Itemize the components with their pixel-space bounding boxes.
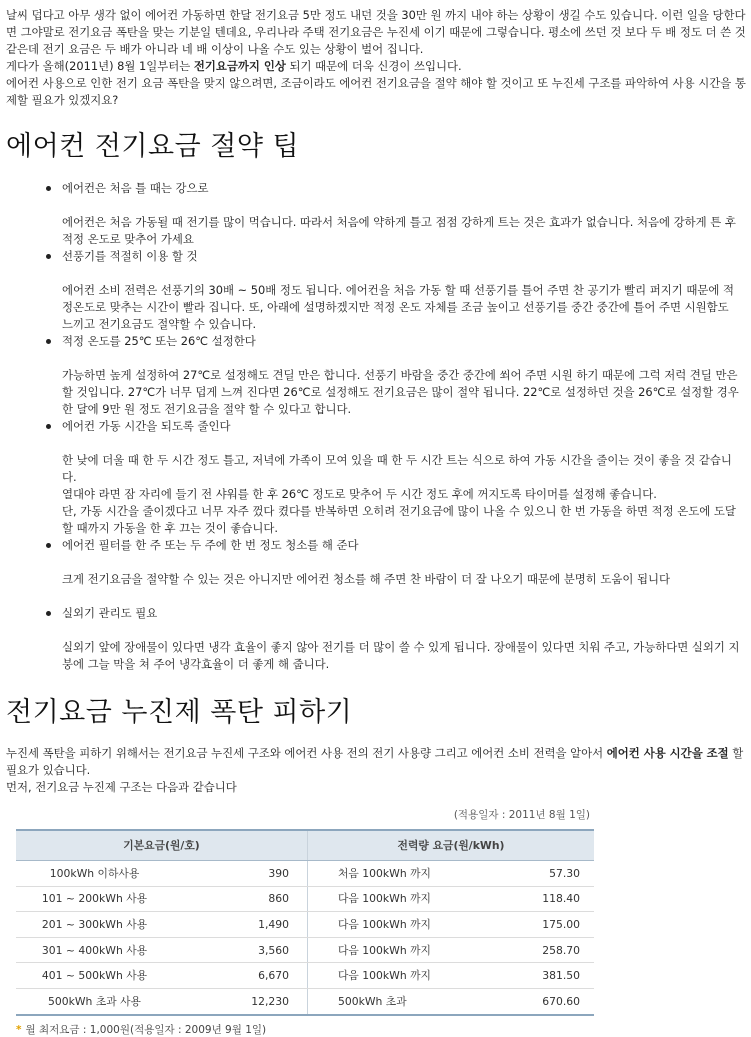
intro-text-span: 되기 때문에 더욱 신경이 쓰입니다. [285,59,462,73]
intro-paragraph-3: 에어컨 사용으로 인한 전기 요금 폭탄을 맞지 않으려면, 조금이라도 에어컨 전기요금을 절약 해야 할 것이고 또 누진세 구조를 파악하여 사용 시간을 통제할 필요가 있겠지요? [6,76,746,107]
base-charge-cell: 860 [173,886,308,912]
base-charge-cell: 3,560 [173,937,308,963]
tip-body-extra: 열대야 라면 잠 자리에 들기 전 샤워를 한 후 26℃ 정도로 맞추어 두 시간 정도 후에 꺼지도록 타이머를 설정해 좋습니다. [62,487,657,501]
avoid-bomb-heading: 전기요금 누진제 폭탄 피하기 [6,697,353,728]
tip-body: 크게 전기요금을 절약할 수 있는 것은 아니지만 에어컨 청소를 해 주면 찬 바람이 더 잘 나오기 때문에 분명히 도움이 됩니다 [62,572,670,586]
intro-text [6,7,746,109]
tip-item [0,605,740,673]
table-row [16,886,594,912]
intro-bold-price-increase: 전기요금까지 인상 [193,59,286,73]
usage-range-cell: 500kWh 초과 사용 [16,988,173,1014]
header-energy-charge: 전력량 요금(원/kWh) [308,830,595,861]
table-row [16,912,594,938]
bullet-icon [46,611,51,616]
tip-title: 적정 온도를 25℃ 또는 26℃ 설정한다 [62,334,256,348]
tip-title: 에어컨 필터를 한 주 또는 두 주에 한 번 정도 청소를 해 준다 [62,538,359,552]
base-charge-cell: 390 [173,861,308,887]
footnote-text: 월 최저요금 : 1,000원(적용일자 : 2009년 9월 1일) [25,1023,267,1036]
base-charge-cell: 1,490 [173,912,308,938]
bullet-icon [46,424,51,429]
applied-date: (적용일자 : 2011년 8월 1일) [453,809,590,821]
section2-text-span: 누진세 폭탄을 피하기 위해서는 전기요금 누진세 구조와 에어컨 사용 전의 전기 사용량 그리고 에어컨 소비 전력을 알아서 [6,746,607,760]
table-row [16,963,594,989]
tip-body: 한 낮에 더울 때 한 두 시간 정도 틀고, 저녁에 가족이 모여 있을 때 한 두 시간 트는 식으로 하여 가동 시간을 줄이는 것이 좋을 것 같습니다. [62,453,732,484]
table-header-row [16,830,594,861]
rate-cell: 381.50 [479,963,594,989]
section2-bold-adjust-time: 에어컨 사용 시간을 조절 [606,746,729,760]
star-icon: * [16,1023,22,1036]
rate-cell: 175.00 [479,912,594,938]
tier-cell: 다음 100kWh 까지 [308,937,480,963]
tier-cell: 다음 100kWh 까지 [308,963,480,989]
usage-range-cell: 101 ~ 200kWh 사용 [16,886,173,912]
tips-list [0,180,740,673]
table-row [16,861,594,887]
table-row [16,988,594,1014]
tip-body: 가능하면 높게 설정하여 27℃로 설정해도 견딜 만은 합니다. 선풍기 바람을 중간 중간에 쐬어 주면 시원 하기 때문에 그럭 저럭 견딜 만은 할 것입니다. 27℃가 너무 덥게 느껴 진다면 26℃로 설정해도 전기요금은 많이 절약 됩니다. 22℃로 설정하던 것을 26℃로 설정할 경우 한 달에 9만 원 정도 전기요금을 절약 할 수 있다고 합니다. [62,368,739,416]
tip-title: 에어컨은 처음 틀 때는 강으로 [62,181,209,195]
table-row [16,937,594,963]
tip-item [0,418,740,537]
base-charge-cell: 6,670 [173,963,308,989]
section2-paragraph-1 [6,745,746,779]
minimum-charge-footnote [16,1022,594,1037]
progressive-rate-text [6,745,746,796]
intro-paragraph-1: 날씨 덥다고 아무 생각 없이 에어컨 가동하면 한달 전기요금 5만 정도 내던 것을 30만 원 까지 내야 하는 상황이 생길 수도 있습니다. 이런 일을 당한다면 그야말로 전기요금 폭탄을 맞는 기분일 텐데요, 우리나라 주택 전기요금은 누진세 이기 때문에 그렇습니다. 평소에 쓰던 것 보다 두 배 정도 더 쓴 것 같은데 전기 요금은 두 배가 아니라 네 배 이상이 나올 수도 있는 상황이 벌어 집니다. [6,8,746,56]
tip-title: 선풍기를 적절히 이용 할 것 [62,249,198,263]
base-charge-cell: 12,230 [173,988,308,1014]
usage-range-cell: 100kWh 이하사용 [16,861,173,887]
header-base-charge: 기본요금(원/호) [16,830,308,861]
electricity-rate-table [16,829,594,1016]
rate-cell: 118.40 [479,886,594,912]
tip-item [0,333,740,418]
bullet-icon [46,254,51,259]
rate-cell: 258.70 [479,937,594,963]
rate-cell: 57.30 [479,861,594,887]
section2-paragraph-2: 먼저, 전기요금 누진제 구조는 다음과 같습니다 [6,780,237,794]
intro-text-span: 게다가 올해(2011년) 8월 1일부터는 [6,59,194,73]
intro-paragraph-2 [6,58,746,75]
usage-range-cell: 201 ~ 300kWh 사용 [16,912,173,938]
tier-cell: 다음 100kWh 까지 [308,886,480,912]
tip-body: 에어컨 소비 전력은 선풍기의 30배 ~ 50배 정도 됩니다. 에어컨을 처음 가동 할 때 선풍기를 틀어 주면 찬 공기가 빨리 퍼지기 때문에 적정온도로 맞추는 시간이 빨라 집니다. 또, 아래에 설명하겠지만 적정 온도 자체를 조금 높이고 선풍기를 중간 중간에 틀어 주면 시원함도 느끼고 전기요금도 절약할 수 있습니다. [62,283,734,331]
rate-table-image [16,807,594,1037]
tier-cell: 다음 100kWh 까지 [308,912,480,938]
tip-item [0,537,740,605]
tip-title: 에어컨 가동 시간을 되도록 줄인다 [62,419,231,433]
tip-body: 실외기 앞에 장애물이 있다면 냉각 효율이 좋지 않아 전기를 더 많이 쓸 수 있게 됩니다. 장애물이 있다면 치워 주고, 가능하다면 실외기 지붕에 그늘 막을 쳐 주어 냉각효율이 더 좋게 해 줍니다. [62,640,740,671]
tip-item [0,248,740,333]
bullet-icon [46,186,51,191]
usage-range-cell: 301 ~ 400kWh 사용 [16,937,173,963]
bullet-icon [46,339,51,344]
tips-heading: 에어컨 전기요금 절약 팁 [6,131,300,162]
bullet-icon [46,543,51,548]
usage-range-cell: 401 ~ 500kWh 사용 [16,963,173,989]
rate-cell: 670.60 [479,988,594,1014]
tip-body: 에어컨은 처음 가동될 때 전기를 많이 먹습니다. 따라서 처음에 약하게 틀고 점점 강하게 트는 것은 효과가 없습니다. 처음에 강하게 튼 후 적정 온도로 맞추어 가세요 [62,215,736,246]
section2-text-span: 할 필요가 있습니다. [6,746,744,777]
tip-body-extra: 단, 가동 시간을 줄이겠다고 너무 자주 껐다 켰다를 반복하면 오히려 전기요금에 많이 나올 수 있으니 한 번 가동을 하면 적정 온도에 도달할 때까지 가동을 한 후 끄는 것이 좋습니다. [62,504,736,535]
tip-item [0,180,740,248]
tier-cell: 처음 100kWh 까지 [308,861,480,887]
tier-cell: 500kWh 초과 [308,988,480,1014]
tip-title: 실외기 관리도 필요 [62,606,158,620]
